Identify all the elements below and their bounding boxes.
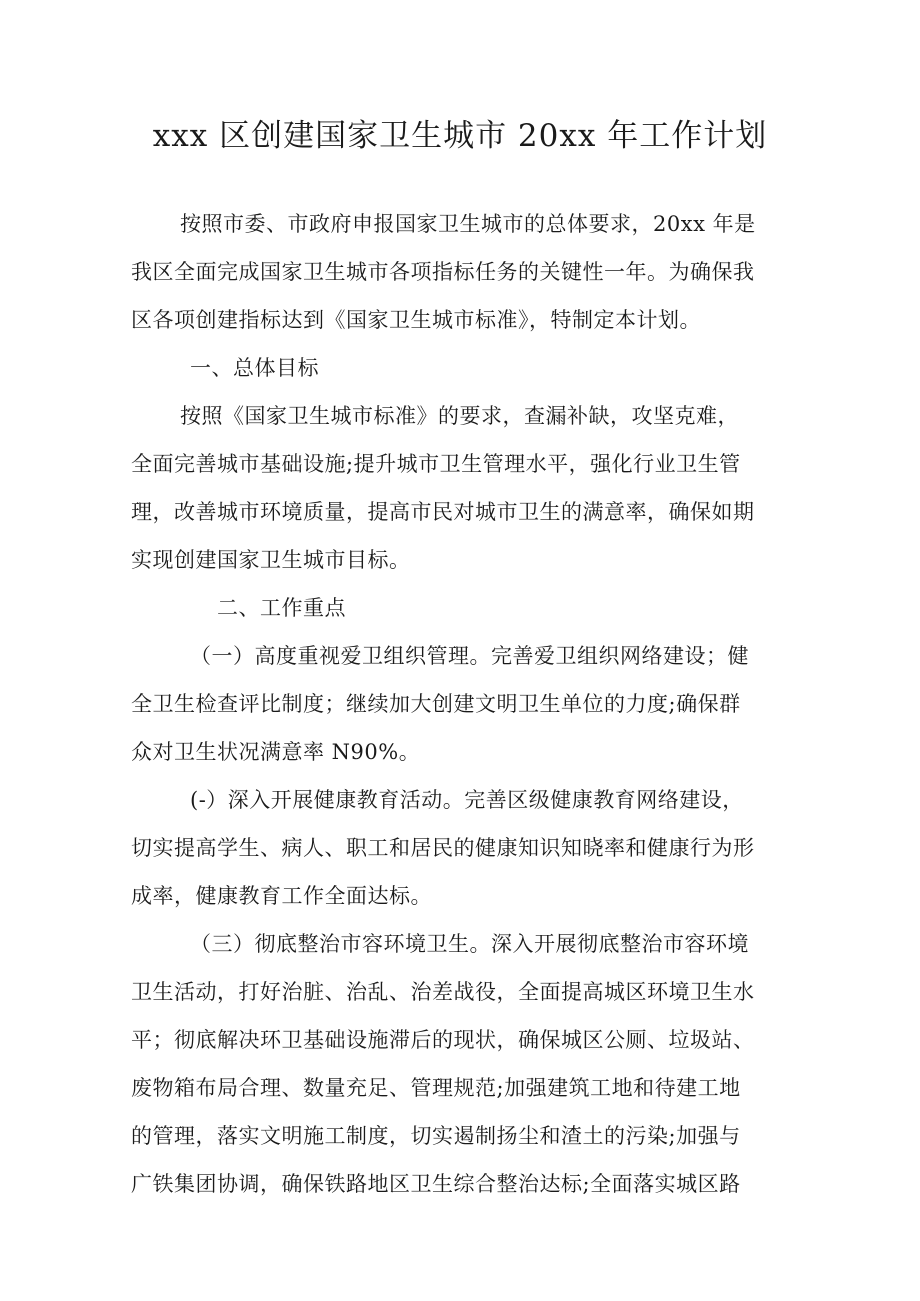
paragraph-line: 卫生活动，打好治脏、治乱、治差战役，全面提高城区环境卫生水 bbox=[131, 980, 755, 1004]
paragraph-line: 切实提高学生、病人、职工和居民的健康知识知晓率和健康行为形 bbox=[131, 836, 755, 860]
document-title: xxx 区创建国家卫生城市 20xx 年工作计划 bbox=[152, 118, 768, 154]
paragraph-line: 平；彻底解决环卫基础设施滞后的现状，确保城区公厕、垃圾站、 bbox=[131, 1028, 755, 1052]
paragraph-line: （一）高度重视爱卫组织管理。完善爱卫组织网络建设；健 bbox=[190, 644, 749, 668]
paragraph-line: 全卫生检查评比制度；继续加大创建文明卫生单位的力度;确保群 bbox=[131, 692, 741, 716]
paragraph-line: (-）深入开展健康教育活动。完善区级健康教育网络建设， bbox=[190, 788, 744, 812]
section-heading: 一、总体目标 bbox=[190, 356, 319, 380]
paragraph-line: 的管理，落实文明施工制度，切实遏制扬尘和渣土的污染;加强与 bbox=[131, 1124, 741, 1148]
paragraph-line: 按照市委、市政府申报国家卫生城市的总体要求，20xx 年是 bbox=[180, 212, 756, 236]
paragraph-line: （三）彻底整治市容环境卫生。深入开展彻底整治市容环境 bbox=[190, 932, 749, 956]
paragraph-line: 全面完善城市基础设施;提升城市卫生管理水平，强化行业卫生管 bbox=[131, 452, 741, 476]
section-heading: 二、工作重点 bbox=[217, 596, 346, 620]
paragraph-line: 理，改善城市环境质量，提高市民对城市卫生的满意率，确保如期 bbox=[131, 500, 755, 524]
paragraph-line: 成率，健康教育工作全面达标。 bbox=[131, 884, 432, 908]
paragraph-line: 按照《国家卫生城市标准》的要求，查漏补缺，攻坚克难， bbox=[180, 404, 739, 428]
paragraph-line: 废物箱布局合理、数量充足、管理规范;加强建筑工地和待建工地 bbox=[131, 1076, 741, 1100]
paragraph-line: 众对卫生状况满意率 N90%。 bbox=[131, 740, 421, 764]
paragraph-line: 实现创建国家卫生城市目标。 bbox=[131, 548, 411, 572]
paragraph-line: 我区全面完成国家卫生城市各项指标任务的关键性一年。为确保我 bbox=[131, 260, 755, 284]
paragraph-line: 广铁集团协调，确保铁路地区卫生综合整治达标;全面落实城区路 bbox=[131, 1172, 741, 1196]
paragraph-line: 区各项创建指标达到《国家卫生城市标准》，特制定本计划。 bbox=[131, 308, 701, 332]
